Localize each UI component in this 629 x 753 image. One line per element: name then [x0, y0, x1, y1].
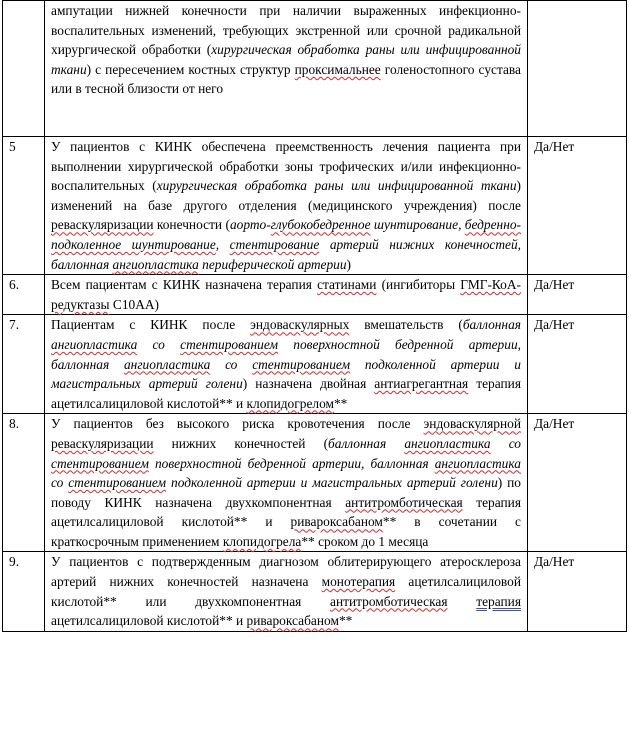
text-segment: эндоваскулярных: [250, 317, 350, 333]
text-segment: антитромботическая: [330, 593, 448, 609]
text-segment: реваскуляризации: [51, 217, 154, 233]
text-segment: ) по поводу КИНК назначена двухкомпонентная: [51, 475, 521, 510]
text-segment: стентированием: [180, 336, 278, 352]
text-segment: монотерапия: [321, 574, 396, 590]
text-segment: антитромботическая: [345, 494, 463, 510]
text-segment: со: [210, 356, 253, 372]
text-segment: ,: [215, 236, 230, 252]
text-segment: ангиопластика: [434, 455, 521, 471]
text-segment: статинами: [317, 277, 377, 293]
criterion-text: [45, 1, 528, 137]
text-segment: У пациентов с подтвержденным диагнозом облитерирующего атеросклероза артерий нижних конечностей назначена: [51, 554, 521, 590]
text-segment: ): [346, 256, 352, 272]
text-segment: клопидогрела: [222, 533, 302, 549]
answer-options: Да/Нет: [528, 275, 627, 315]
row-number: 6.: [3, 275, 45, 315]
text-segment: со: [51, 475, 69, 491]
criterion-text: [45, 315, 528, 414]
text-segment: клопидогрелом: [246, 395, 334, 411]
text-segment: ривароксабаном: [290, 514, 383, 530]
text-segment: бедренно-подколенное шунтирование: [51, 217, 521, 252]
text-segment: терапия ацетилсалициловой кислотой** и: [51, 376, 521, 411]
text-segment: ангиопластика: [51, 336, 138, 352]
answer-options: [528, 1, 627, 137]
text-segment: глубокобедренное: [270, 217, 371, 233]
text-segment: ГМГ-КоА-редуктазы: [51, 277, 522, 312]
text-segment: периферической артерии: [198, 256, 347, 272]
text-segment: артерий нижних конечностей, баллонная: [51, 236, 521, 272]
text-segment: У пациентов без высокого риска кровотечения после: [51, 416, 424, 432]
text-segment: **: [338, 613, 353, 629]
row-number: 7.: [3, 315, 45, 414]
text-segment: (ингибиторы: [376, 277, 461, 293]
text-segment: **: [333, 395, 348, 411]
text-segment: эндоваскулярной: [423, 416, 521, 432]
text-segment: терапия ацетилсалициловой кислотой** и: [51, 494, 521, 530]
text-segment: баллонная: [328, 435, 405, 451]
text-segment: ангиопластика: [404, 435, 491, 451]
text-segment: ангиопластика: [123, 356, 211, 372]
text-segment: шунтирование,: [370, 217, 465, 233]
criterion-text: [45, 414, 528, 552]
text-segment: со: [490, 435, 521, 451]
text-segment: вмешательств (: [349, 317, 463, 333]
row-number: 9.: [3, 552, 45, 631]
answer-options: Да/Нет: [528, 315, 627, 414]
text-segment: реваскуляризации: [51, 435, 154, 451]
text-segment: ампутации нижней конечности при наличии выраженных инфекционно-воспалительных изменений, требующих экстренной или срочной радикальной хирургической обработки (: [51, 3, 521, 58]
criteria-table-body: [3, 1, 627, 632]
text-segment: антиагрегантная: [374, 376, 469, 392]
row-number: 8.: [3, 414, 45, 552]
criterion-text: [45, 137, 528, 275]
text-segment: ) изменений на базе другого отделения (медицинского учреждения) после: [51, 178, 521, 213]
text-segment: У пациентов с КИНК обеспечена преемственность лечения пациента при выполнении хирургической обработки зоны трофических и/или инфекционно-воспалительных (: [51, 139, 521, 194]
text-segment: аорто-: [229, 217, 271, 233]
text-segment: проксимальнее: [294, 61, 381, 77]
text-segment: стентирование: [229, 236, 320, 252]
text-segment: нижних конечностей (: [153, 435, 329, 451]
answer-options: Да/Нет: [528, 414, 627, 552]
criteria-table: [2, 0, 627, 632]
text-segment: хирургическая обработка раны или инфицированной ткани: [156, 178, 517, 194]
text-segment: ангиопластика: [112, 256, 199, 272]
text-segment: баллонная: [462, 317, 521, 333]
text-segment: подколенной артерии и магистральных артерий голени: [51, 356, 521, 392]
table-row: [3, 414, 627, 552]
criterion-text: [45, 552, 528, 631]
text-segment: хирургическая обработка раны или инфицированной ткани: [51, 42, 521, 77]
text-segment: ацетилсалициловой кислотой** или двухкомпонентная: [51, 574, 521, 609]
answer-options: Да/Нет: [528, 552, 627, 631]
text-segment: ацетилсалициловой кислотой** и: [51, 613, 247, 629]
text-segment: ) с пересечением костных структур: [86, 61, 295, 77]
text-segment: Всем пациентам с КИНК назначена терапия: [51, 277, 318, 293]
answer-options: Да/Нет: [528, 137, 627, 275]
table-row: [3, 275, 627, 315]
text-segment: голеностопного сустава или в тесной близости от него: [51, 61, 522, 97]
text-segment: С10АА): [109, 296, 160, 312]
text-segment: Пациентам с КИНК после: [51, 317, 251, 333]
text-segment: терапия: [476, 593, 521, 609]
text-segment: ** в сочетании с краткосрочным применением: [51, 514, 521, 549]
criterion-text: [45, 275, 528, 315]
table-row: [3, 315, 627, 414]
text-segment: со: [137, 336, 181, 352]
text-segment: поверхностной бедренной артерии, баллонная: [51, 336, 521, 372]
text-segment: конечности (: [153, 217, 230, 233]
text-segment: стентированием: [68, 475, 167, 491]
table-row: [3, 552, 627, 631]
text-segment: поверхностной бедренной артерии, баллонная: [148, 455, 435, 471]
text-segment: стентированием: [252, 356, 351, 372]
text-segment: подколенной артерии и магистральных артерий голени: [166, 475, 498, 491]
row-number: 5: [3, 137, 45, 275]
table-row: [3, 1, 627, 137]
text-segment: ** сроком до 1 месяца: [301, 533, 429, 549]
text-segment: стентированием: [51, 455, 149, 471]
row-number: [3, 1, 45, 137]
text-segment: [448, 594, 477, 609]
text-segment: ) назначена двойная: [242, 376, 375, 392]
table-row: [3, 137, 627, 275]
text-segment: ривароксабаном: [246, 613, 339, 629]
